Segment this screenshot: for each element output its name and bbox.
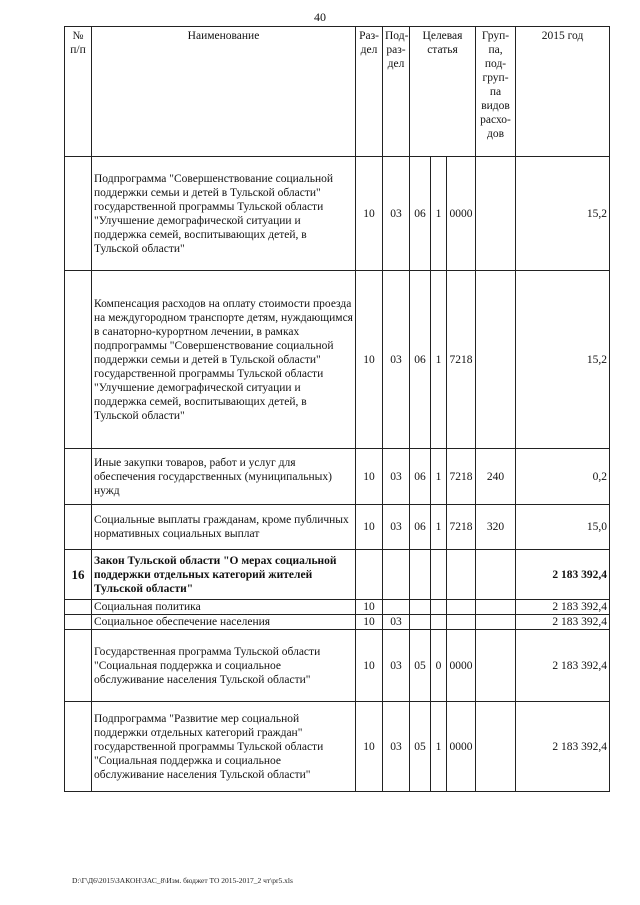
- row-podrazdel: 03: [383, 615, 410, 630]
- row-name: Государственная программа Тульской области "Социальная поддержка и социальное обслуживание населения Тульской области": [92, 630, 356, 702]
- row-razdel: 10: [356, 271, 383, 449]
- table-row: [65, 702, 610, 792]
- table-row: [65, 630, 610, 702]
- row-razdel: 10: [356, 630, 383, 702]
- row-target-3: [447, 550, 476, 600]
- row-name: Социальные выплаты гражданам, кроме публичных нормативных социальных выплат: [92, 505, 356, 550]
- row-podrazdel: 03: [383, 271, 410, 449]
- row-target-1: [410, 550, 431, 600]
- header-razdel: Раз- дел: [356, 27, 383, 157]
- row-num: [65, 157, 92, 271]
- row-target-3: 7218: [447, 449, 476, 505]
- row-sum: 2 183 392,4: [516, 630, 610, 702]
- row-sum: 2 183 392,4: [516, 600, 610, 615]
- row-target-1: 05: [410, 702, 431, 792]
- row-target-2: 1: [431, 157, 447, 271]
- row-target-1: 05: [410, 630, 431, 702]
- row-target-3: [447, 600, 476, 615]
- row-group: [476, 600, 516, 615]
- row-name: Компенсация расходов на оплату стоимости проезда на междугородном транспорте детям, нуждающимся в санаторно-курортном лечении, в рамках подпрограммы "Совершенствование социальной поддержки семьи и детей в Тульской области" государственной программы Тульской области "Улучшение демографической ситуации и поддержка семей, воспитывающих детей, в Тульской области": [92, 271, 356, 449]
- row-target-1: 06: [410, 157, 431, 271]
- row-name: Подпрограмма "Развитие мер социальной поддержки отдельных категорий граждан" государственной программы Тульской области "Социальная поддержка и социальное обслуживание населения Тульской области": [92, 702, 356, 792]
- row-target-1: 06: [410, 449, 431, 505]
- row-podrazdel: 03: [383, 449, 410, 505]
- row-podrazdel: 03: [383, 630, 410, 702]
- table-row-law: [65, 550, 610, 600]
- header-name: Наименование: [92, 27, 356, 157]
- file-path-footer: D:\Г\Д6\2015\ЗАКОН\ЗАС_8\Изм. бюджет ТО 2015-2017_2 чт\pr5.xls: [72, 876, 293, 885]
- header-podrazdel: Под- раз- дел: [383, 27, 410, 157]
- row-razdel: 10: [356, 615, 383, 630]
- row-target-2: 1: [431, 449, 447, 505]
- row-target-1: 06: [410, 505, 431, 550]
- row-target-2: [431, 550, 447, 600]
- row-num: [65, 630, 92, 702]
- row-num: [65, 615, 92, 630]
- row-razdel: 10: [356, 449, 383, 505]
- table-row: [65, 615, 610, 630]
- row-razdel: 10: [356, 702, 383, 792]
- row-sum: 15,2: [516, 271, 610, 449]
- row-target-3: 0000: [447, 157, 476, 271]
- row-target-2: 0: [431, 630, 447, 702]
- row-target-3: 0000: [447, 702, 476, 792]
- row-num: [65, 271, 92, 449]
- row-name: Социальная политика: [92, 600, 356, 615]
- table-row: [65, 157, 610, 271]
- row-target-2: [431, 615, 447, 630]
- row-target-3: 0000: [447, 630, 476, 702]
- table-row: [65, 600, 610, 615]
- row-sum: 0,2: [516, 449, 610, 505]
- row-target-1: [410, 600, 431, 615]
- row-target-2: 1: [431, 702, 447, 792]
- row-sum: 15,2: [516, 157, 610, 271]
- row-group: [476, 702, 516, 792]
- row-target-2: [431, 600, 447, 615]
- row-razdel: [356, 550, 383, 600]
- row-target-2: 1: [431, 505, 447, 550]
- row-target-3: 7218: [447, 271, 476, 449]
- table-row: [65, 271, 610, 449]
- page-number: 40: [314, 10, 326, 24]
- row-target-3: 7218: [447, 505, 476, 550]
- header-row: [65, 27, 610, 157]
- row-razdel: 10: [356, 157, 383, 271]
- header-group: Груп- па, под- груп- па видов расхо- дов: [476, 27, 516, 157]
- row-razdel: 10: [356, 600, 383, 615]
- row-target-1: 06: [410, 271, 431, 449]
- row-podrazdel: [383, 550, 410, 600]
- row-podrazdel: [383, 600, 410, 615]
- row-num: [65, 600, 92, 615]
- row-group: [476, 157, 516, 271]
- row-podrazdel: 03: [383, 702, 410, 792]
- row-num: [65, 505, 92, 550]
- row-sum: 2 183 392,4: [516, 550, 610, 600]
- header-year: 2015 год: [516, 27, 610, 157]
- table-row: [65, 449, 610, 505]
- row-name: Иные закупки товаров, работ и услуг для обеспечения государственных (муниципальных) нужд: [92, 449, 356, 505]
- row-razdel: 10: [356, 505, 383, 550]
- row-group: 320: [476, 505, 516, 550]
- row-podrazdel: 03: [383, 157, 410, 271]
- row-name: Социальное обеспечение населения: [92, 615, 356, 630]
- row-group: [476, 630, 516, 702]
- table-row: [65, 505, 610, 550]
- row-sum: 2 183 392,4: [516, 615, 610, 630]
- row-sum: 15,0: [516, 505, 610, 550]
- row-name: Подпрограмма "Совершенствование социальной поддержки семьи и детей в Тульской области" государственной программы Тульской области "Улучшение демографической ситуации и поддержка семей, воспитывающих детей, в Тульской области": [92, 157, 356, 271]
- row-group: 240: [476, 449, 516, 505]
- row-podrazdel: 03: [383, 505, 410, 550]
- budget-table: [64, 26, 610, 792]
- row-group: [476, 271, 516, 449]
- row-target-2: 1: [431, 271, 447, 449]
- row-name: Закон Тульской области "О мерах социальной поддержки отдельных категорий жителей Тульской области": [92, 550, 356, 600]
- row-group: [476, 550, 516, 600]
- header-num: № п/п: [65, 27, 92, 157]
- row-num: 16: [65, 550, 92, 600]
- row-sum: 2 183 392,4: [516, 702, 610, 792]
- row-num: [65, 702, 92, 792]
- header-target: Целевая статья: [410, 27, 476, 157]
- row-group: [476, 615, 516, 630]
- row-target-1: [410, 615, 431, 630]
- row-target-3: [447, 615, 476, 630]
- row-num: [65, 449, 92, 505]
